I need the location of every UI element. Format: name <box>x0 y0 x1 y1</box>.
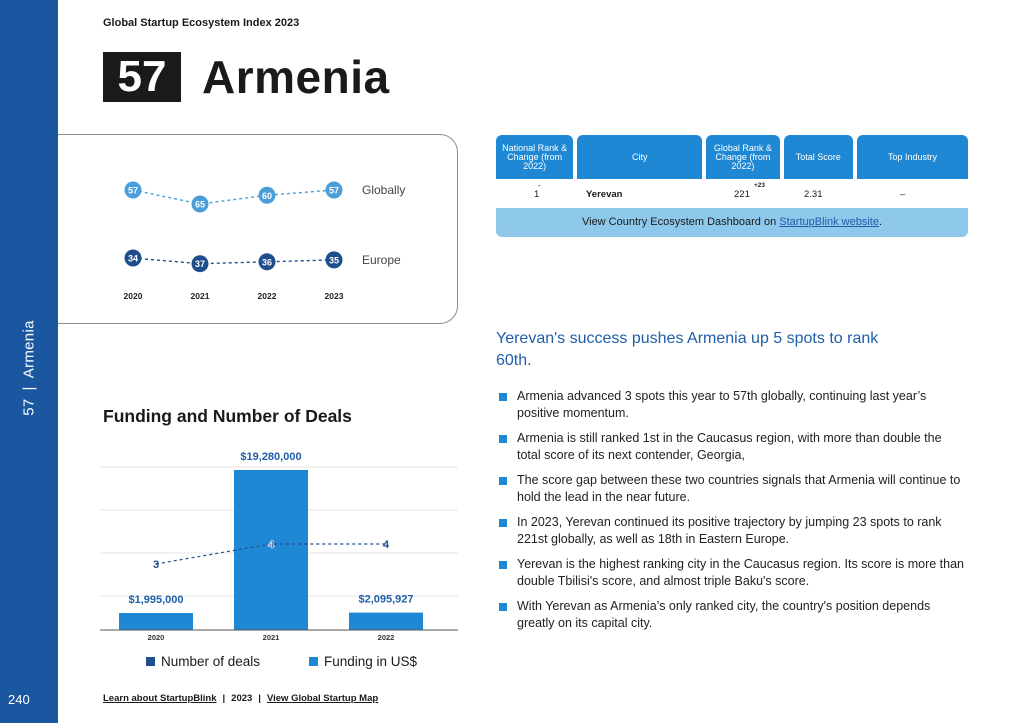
rank-badge: 57 <box>103 52 181 102</box>
global-map-link[interactable]: View Global Startup Map <box>266 693 379 704</box>
dashboard-end: . <box>878 216 883 228</box>
learn-about-link[interactable]: Learn about StartupBlink <box>103 693 217 704</box>
footer-separator: | <box>222 693 226 704</box>
legend-funding-label: Funding in US$ <box>324 654 418 669</box>
global-rank-label: 60 <box>261 190 273 201</box>
cell-national-rank: 1 <box>534 189 540 200</box>
sidebar-rank: 57 <box>20 398 38 416</box>
dashboard-text: View Country Ecosystem Dashboard on <box>581 216 777 228</box>
sidebar-band <box>0 0 58 723</box>
legend-funding <box>309 654 417 669</box>
cell-national-change: - <box>538 181 541 190</box>
startupblink-link[interactable]: StartupBlink website <box>779 216 879 228</box>
table-header <box>496 135 968 179</box>
global-series-label: Globally <box>362 183 406 197</box>
cell-global-rank: 221 <box>734 189 750 200</box>
rank-history-chart <box>58 135 458 325</box>
city-ranking-table <box>496 135 968 237</box>
europe-rank-label: 35 <box>328 255 340 266</box>
year-tick-label: 2021 <box>190 291 210 301</box>
funding-bar <box>119 613 193 630</box>
year-tick-label: 2023 <box>324 291 344 301</box>
sidebar-country: Armenia <box>20 320 38 379</box>
header-global-rank: Global Rank & Change (from 2022) <box>706 135 779 179</box>
europe-series-label: Europe <box>362 252 401 267</box>
year-tick-label: 2022 <box>377 633 395 642</box>
funding-value-label: $1,995,000 <box>128 594 184 606</box>
deals-value-label: 3 <box>152 559 160 571</box>
list-item: In 2023, Yerevan continued its positive trajectory by jumping 23 spots to rank 221st globally, as well as 18th in Eastern Europe. <box>496 514 966 547</box>
funding-value-label: $19,280,000 <box>240 451 302 463</box>
year-tick-label: 2022 <box>257 291 277 301</box>
page-number: 240 <box>8 692 30 707</box>
funding-value-label: $2,095,927 <box>358 593 414 606</box>
legend-deals <box>146 654 260 669</box>
header-top-industry: Top Industry <box>857 135 968 179</box>
insight-list <box>496 388 966 640</box>
rank-history-card <box>58 134 458 324</box>
funding-chart <box>100 440 462 650</box>
list-item: Yerevan is the highest ranking city in the Caucasus region. Its score is more than double Tbilisi's score, and almost triple Baku's score. <box>496 556 966 589</box>
insight-headline: Yerevan's success pushes Armenia up 5 spots to rank 60th. <box>496 330 879 369</box>
cell-total-score: 2.31 <box>804 189 823 200</box>
cell-top-industry: – <box>900 189 906 200</box>
sidebar-label <box>21 320 38 415</box>
funding-bar <box>349 613 423 630</box>
footer-year: 2023 <box>231 693 253 704</box>
page-title: Armenia <box>202 51 390 103</box>
dashboard-banner <box>496 208 968 237</box>
deals-value-label: 4 <box>382 539 390 551</box>
header-city: City <box>577 135 702 179</box>
year-tick-label: 2020 <box>147 633 165 642</box>
year-tick-label: 2021 <box>262 633 280 642</box>
europe-trend-line <box>133 258 334 264</box>
footer-separator: | <box>258 693 261 704</box>
global-trend-line <box>133 190 334 204</box>
list-item: Armenia is still ranked 1st in the Caucasus region, with more than double the total score of its next contender, Georgia, <box>496 430 966 463</box>
global-rank-label: 57 <box>328 185 340 196</box>
global-rank-label: 65 <box>194 199 206 210</box>
cell-global-change: +23 <box>754 182 766 189</box>
table-row <box>496 179 968 207</box>
europe-rank-label: 34 <box>127 253 139 264</box>
sidebar-separator: | <box>20 386 38 391</box>
legend-funding-swatch <box>309 657 318 666</box>
deals-value-label: 4 <box>267 539 275 551</box>
footer <box>103 693 378 704</box>
header-total-score: Total Score <box>784 135 853 179</box>
list-item: The score gap between these two countries signals that Armenia will continue to hold the lead in the near future. <box>496 472 966 505</box>
legend-deals-label: Number of deals <box>161 654 261 669</box>
europe-rank-label: 36 <box>261 257 273 268</box>
global-rank-label: 57 <box>127 185 139 196</box>
list-item: With Yerevan as Armenia’s only ranked city, the country's position depends greatly on its capital city. <box>496 598 966 631</box>
report-title: Global Startup Ecosystem Index 2023 <box>103 17 300 29</box>
cell-city: Yerevan <box>586 189 623 200</box>
funding-chart-title: Funding and Number of Deals <box>103 406 352 426</box>
list-item: Armenia advanced 3 spots this year to 57th globally, continuing last year’s positive momentum. <box>496 388 966 421</box>
header-national-rank: National Rank & Change (from 2022) <box>496 135 573 179</box>
year-tick-label: 2020 <box>123 291 143 301</box>
europe-rank-label: 37 <box>194 259 206 270</box>
legend-deals-swatch <box>146 657 155 666</box>
